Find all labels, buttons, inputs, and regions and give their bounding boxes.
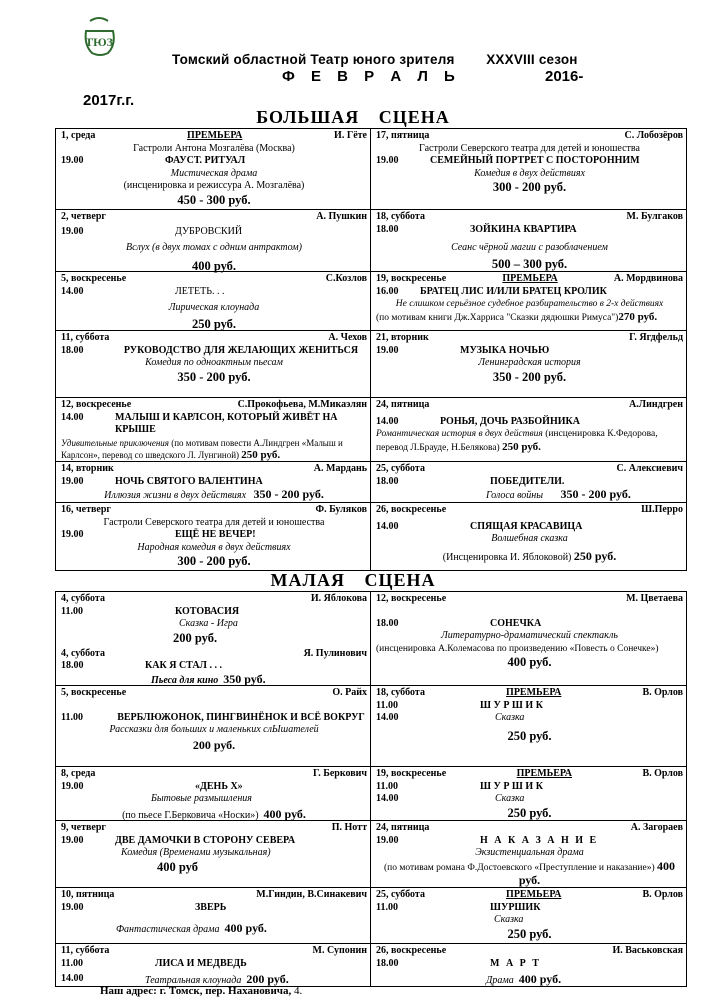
- price: 400 руб.: [191, 258, 237, 273]
- price: 300 - 200 руб.: [492, 180, 567, 194]
- premiere-badge: ПРЕМЬЕРА: [506, 889, 562, 900]
- schedule-row: [56, 943, 686, 986]
- small-stage-title: МАЛАЯ СЦЕНА: [270, 570, 436, 590]
- schedule-row: [56, 397, 686, 461]
- event-cell: 24, пятница А. Загораев 19.00 Н А К А З А Н И Е Экзистенциальная драма (по мотивам романа Ф.Достоевского «Преступление и наказание») 400 руб.: [376, 822, 683, 887]
- price: 400 руб: [157, 859, 198, 874]
- event-cell: 8, среда Г. Беркович 19.00 «ДЕНЬ Х» Бытовые размышления (по пьесе Г.Берковича «Носки») 400 руб.: [56, 767, 371, 820]
- event-title: ЕЩЁ НЕ ВЕЧЕР!: [175, 529, 256, 540]
- price: 400 руб.: [507, 655, 552, 669]
- schedule-row: [56, 461, 686, 502]
- event-cell: 2, четверг А. Пушкин 19.00 ДУБРОВСКИЙ Вслух (в двух томах с одним антрактом) 400 руб.: [56, 210, 371, 271]
- event-title: Ш У Р Ш И К: [480, 780, 543, 792]
- price: 350 - 200 руб.: [492, 369, 567, 384]
- price: 250 руб.: [502, 440, 541, 453]
- premiere-badge: ПРЕМЬЕРА: [516, 768, 572, 779]
- schedule-row: [56, 887, 686, 943]
- big-stage-grid: [55, 128, 687, 571]
- event-cell: 21, вторник Г. Ягдфельд 19.00 МУЗЫКА НОЧЬЮ Ленинградская история 350 - 200 руб.: [376, 332, 683, 384]
- event-cell: 17, пятница С. Лобозёров Гастроли Северского театра для детей и юношества 19.00 СЕМЕЙНЫЙ ПОРТРЕТ С ПОСТОРОННИМ Комедия в двух действиях 300 - 200 руб.: [376, 130, 683, 194]
- event-title: Н А К А З А Н И Е: [480, 834, 599, 846]
- price: 250 руб.: [507, 728, 552, 743]
- price: 250 руб.: [191, 316, 237, 331]
- event-title: РУКОВОДСТВО ДЛЯ ЖЕЛАЮЩИХ ЖЕНИТЬСЯ: [123, 344, 359, 356]
- event-title: СЕМЕЙНЫЙ ПОРТРЕТ С ПОСТОРОННИМ: [430, 155, 640, 166]
- event-cell: 11, суббота А. Чехов 18.00 РУКОВОДСТВО ДЛЯ ЖЕЛАЮЩИХ ЖЕНИТЬСЯ Комедия по одноактным пьесам 350 - 200 руб.: [56, 331, 371, 397]
- price: 300 - 200 руб.: [177, 554, 251, 568]
- month-title: Ф Е В Р А Л Ь: [282, 68, 461, 85]
- event-cell: 11, суббота М. Супонин 11.00 ЛИСА И МЕДВЕДЬ 14.00 Театральная клоунада 200 руб.: [56, 944, 371, 986]
- big-stage-title: БОЛЬШАЯ СЦЕНА: [256, 107, 450, 127]
- event-title: БРАТЕЦ ЛИС И/ИЛИ БРАТЕЦ КРОЛИК: [420, 285, 607, 297]
- schedule-row: [56, 129, 686, 209]
- event-title: «ДЕНЬ Х»: [195, 780, 243, 792]
- event-cell: 25, суббота С. Алексиевич 18.00 ПОБЕДИТЕЛИ. Голоса войны 350 - 200 руб.: [376, 463, 683, 501]
- event-title: ЗВЕРЬ: [195, 901, 227, 913]
- event-title: КОТОВАСИЯ: [175, 605, 240, 617]
- event-title: МУЗЫКА НОЧЬЮ: [460, 344, 550, 356]
- event-cell: 5, воскресенье О. Райх 11.00 ВЕРБЛЮЖОНОК, ПИНГВИНЁНОК И ВСЁ ВОКРУГ Рассказки для больших и маленьких слЫшателей 200 руб.: [56, 686, 371, 766]
- event-title: ЛИСА И МЕДВЕДЬ: [155, 957, 247, 969]
- price: 400 руб.: [263, 806, 306, 821]
- theatre-name: Томский областной Театр юного зрителя XXXVIII сезон: [172, 52, 578, 67]
- event-title: ЗОЙКИНА КВАРТИРА: [470, 223, 577, 235]
- event-cell: 19, воскресенье ПРЕМЬЕРА А. Мордвинова 16.00 БРАТЕЦ ЛИС И/ИЛИ БРАТЕЦ КРОЛИК Не слишком серьёзное судебное разбирательство в 2-х действиях (по мотивам книги Дж.Харриса "Сказки дядюшки Римуса")270 руб.: [376, 273, 683, 323]
- price: 400 руб.: [518, 858, 676, 887]
- small-stage-grid: [55, 591, 687, 987]
- event-title: ШУРШИК: [490, 901, 541, 913]
- schedule-row: [56, 592, 686, 685]
- event-title: СОНЕЧКА: [490, 617, 542, 629]
- price: 250 руб.: [507, 805, 552, 820]
- premiere-badge: ПРЕМЬЕРА: [506, 687, 562, 698]
- price: 250 руб.: [241, 449, 281, 461]
- event-cell: 14, вторник А. Мардань 19.00 НОЧЬ СВЯТОГО ВАЛЕНТИНА Иллюзия жизни в двух действиях 350 - 200 руб.: [56, 462, 371, 502]
- price: 200 руб.: [246, 972, 289, 986]
- years-part-a: 2016-: [545, 68, 584, 85]
- event-title: КАК Я СТАЛ . . .: [145, 660, 223, 671]
- event-title: ВЕРБЛЮЖОНОК, ПИНГВИНЁНОК И ВСЁ ВОКРУГ: [117, 711, 365, 723]
- price: 200 руб.: [192, 737, 236, 752]
- price: 350 руб.: [223, 671, 266, 686]
- event-title: ДВЕ ДАМОЧКИ В СТОРОНУ СЕВЕРА: [115, 834, 296, 846]
- event-title: ДУБРОВСКИЙ: [175, 225, 243, 237]
- event-title: СПЯЩАЯ КРАСАВИЦА: [470, 520, 583, 532]
- event-title: М А Р Т: [490, 957, 541, 969]
- price: 350 - 200 руб.: [177, 369, 251, 384]
- price: 200 руб.: [173, 630, 218, 645]
- price: 350 - 200 руб.: [560, 487, 631, 501]
- price: 450 - 300 руб.: [177, 192, 251, 207]
- theatre-logo: [80, 15, 118, 57]
- schedule-row: [56, 685, 686, 766]
- event-cell: 4, суббота И. Яблокова 11.00 КОТОВАСИЯ Сказка - Игра 200 руб. 4, суббота Я. Пулинович 18.00 КАК Я СТАЛ . . . Пьеса для кино 350 руб.: [56, 592, 371, 685]
- price: 250 руб.: [507, 926, 552, 941]
- event-cell: 26, воскресенье Ш.Перро 14.00 СПЯЩАЯ КРАСАВИЦА Волшебная сказка (Инсценировка И. Яблоковой) 250 руб.: [376, 504, 683, 563]
- premiere-badge: ПРЕМЬЕРА: [502, 273, 558, 284]
- schedule-row: [56, 766, 686, 820]
- event-cell: 19, воскресенье ПРЕМЬЕРА В. Орлов 11.00 Ш У Р Ш И К 14.00 Сказка 250 руб.: [376, 768, 683, 820]
- premiere-badge: ПРЕМЬЕРА: [187, 130, 243, 141]
- schedule-row: [56, 502, 686, 570]
- event-cell: 5, воскресенье С.Козлов 14.00 ЛЕТЕТЬ. . . Лирическая клоунада 250 руб.: [56, 272, 371, 330]
- years-part-b: 2017г.г.: [83, 92, 135, 109]
- price: 400 руб.: [224, 921, 267, 935]
- price: 350 - 200 руб.: [253, 487, 324, 501]
- event-title: ПОБЕДИТЕЛИ.: [490, 475, 565, 487]
- event-cell: 25, суббота ПРЕМЬЕРА В. Орлов 11.00 ШУРШИК Сказка 250 руб.: [376, 889, 683, 941]
- event-title: РОНЬЯ, ДОЧЬ РАЗБОЙНИКА: [440, 415, 580, 427]
- price: 250 руб.: [573, 548, 617, 563]
- season: XXXVIII сезон: [486, 52, 578, 67]
- schedule-row: [56, 271, 686, 330]
- price: 270 руб.: [618, 310, 658, 323]
- schedule-row: [56, 820, 686, 887]
- event-cell: 18, суббота ПРЕМЬЕРА В. Орлов 11.00 Ш У Р Ш И К 14.00 Сказка 250 руб.: [376, 687, 683, 743]
- event-cell: 9, четверг П. Нотт 19.00 ДВЕ ДАМОЧКИ В СТОРОНУ СЕВЕРА Комедия (Временами музыкальная) 400 руб: [56, 821, 371, 887]
- event-title: МАЛЫШ И КАРЛСОН, КОТОРЫЙ ЖИВЁТ НА КРЫШЕ: [115, 411, 338, 435]
- event-title: ФАУСТ. РИТУАЛ: [165, 155, 246, 166]
- event-cell: 24, пятница А.Линдгрен 14.00 РОНЬЯ, ДОЧЬ РАЗБОЙНИКА Романтическая история в двух действия (инсценировка К.Федорова, перевод Л.Брауде, Н.Белякова) 250 руб.: [376, 399, 683, 453]
- event-cell: 12, воскресенье М. Цветаева 18.00 СОНЕЧКА Литературно-драматический спектакль (инсценировка А.Колемасова по произведению «Повесть о Сонечке») 400 руб.: [376, 593, 683, 669]
- event-title: Ш У Р Ш И К: [480, 699, 543, 711]
- event-title: ЛЕТЕТЬ. . .: [175, 285, 225, 297]
- event-cell: 1, среда ПРЕМЬЕРА И. Гёте Гастроли Антона Мозгалёва (Москва) 19.00 ФАУСТ. РИТУАЛ Мистическая драма (инсценировка и режиссура А. Мозгалёва) 450 - 300 руб.: [56, 129, 371, 209]
- footer-address: Наш адрес: г. Томск, пер. Нахановича, 4.: [100, 985, 303, 997]
- price: 400 руб.: [518, 972, 562, 986]
- event-cell: 18, суббота М. Булгаков 18.00 ЗОЙКИНА КВАРТИРА Сеанс чёрной магии с разоблачением 500 – 300 руб.: [376, 211, 683, 271]
- event-cell: 26, воскресенье И. Васьковская 18.00 М А Р Т Драма 400 руб.: [376, 945, 683, 986]
- event-title: НОЧЬ СВЯТОГО ВАЛЕНТИНА: [115, 475, 263, 487]
- event-cell: 12, воскресенье С.Прокофьева, М.Микаэлян 14.00 МАЛЫШ И КАРЛСОН, КОТОРЫЙ ЖИВЁТ НА КРЫШЕ Удивительные приключения (по мотивам повести А.Линдгрен «Малыш и Карлсон», перевод со шведского Л. Лунгиной) 250 руб.: [56, 398, 371, 461]
- logo-text: ТЮЗ: [85, 35, 113, 49]
- price: 500 – 300 руб.: [491, 256, 568, 271]
- event-cell: 16, четверг Ф. Буляков Гастроли Северского театра для детей и юношества 19.00 ЕЩЁ НЕ ВЕЧЕР! Народная комедия в двух действиях 300 - 200 руб.: [56, 503, 371, 570]
- event-cell: 10, пятница М.Гиндин, В.Синакевич 19.00 ЗВЕРЬ Фантастическая драма 400 руб.: [56, 888, 371, 943]
- schedule-row: [56, 209, 686, 271]
- schedule-row: [56, 330, 686, 397]
